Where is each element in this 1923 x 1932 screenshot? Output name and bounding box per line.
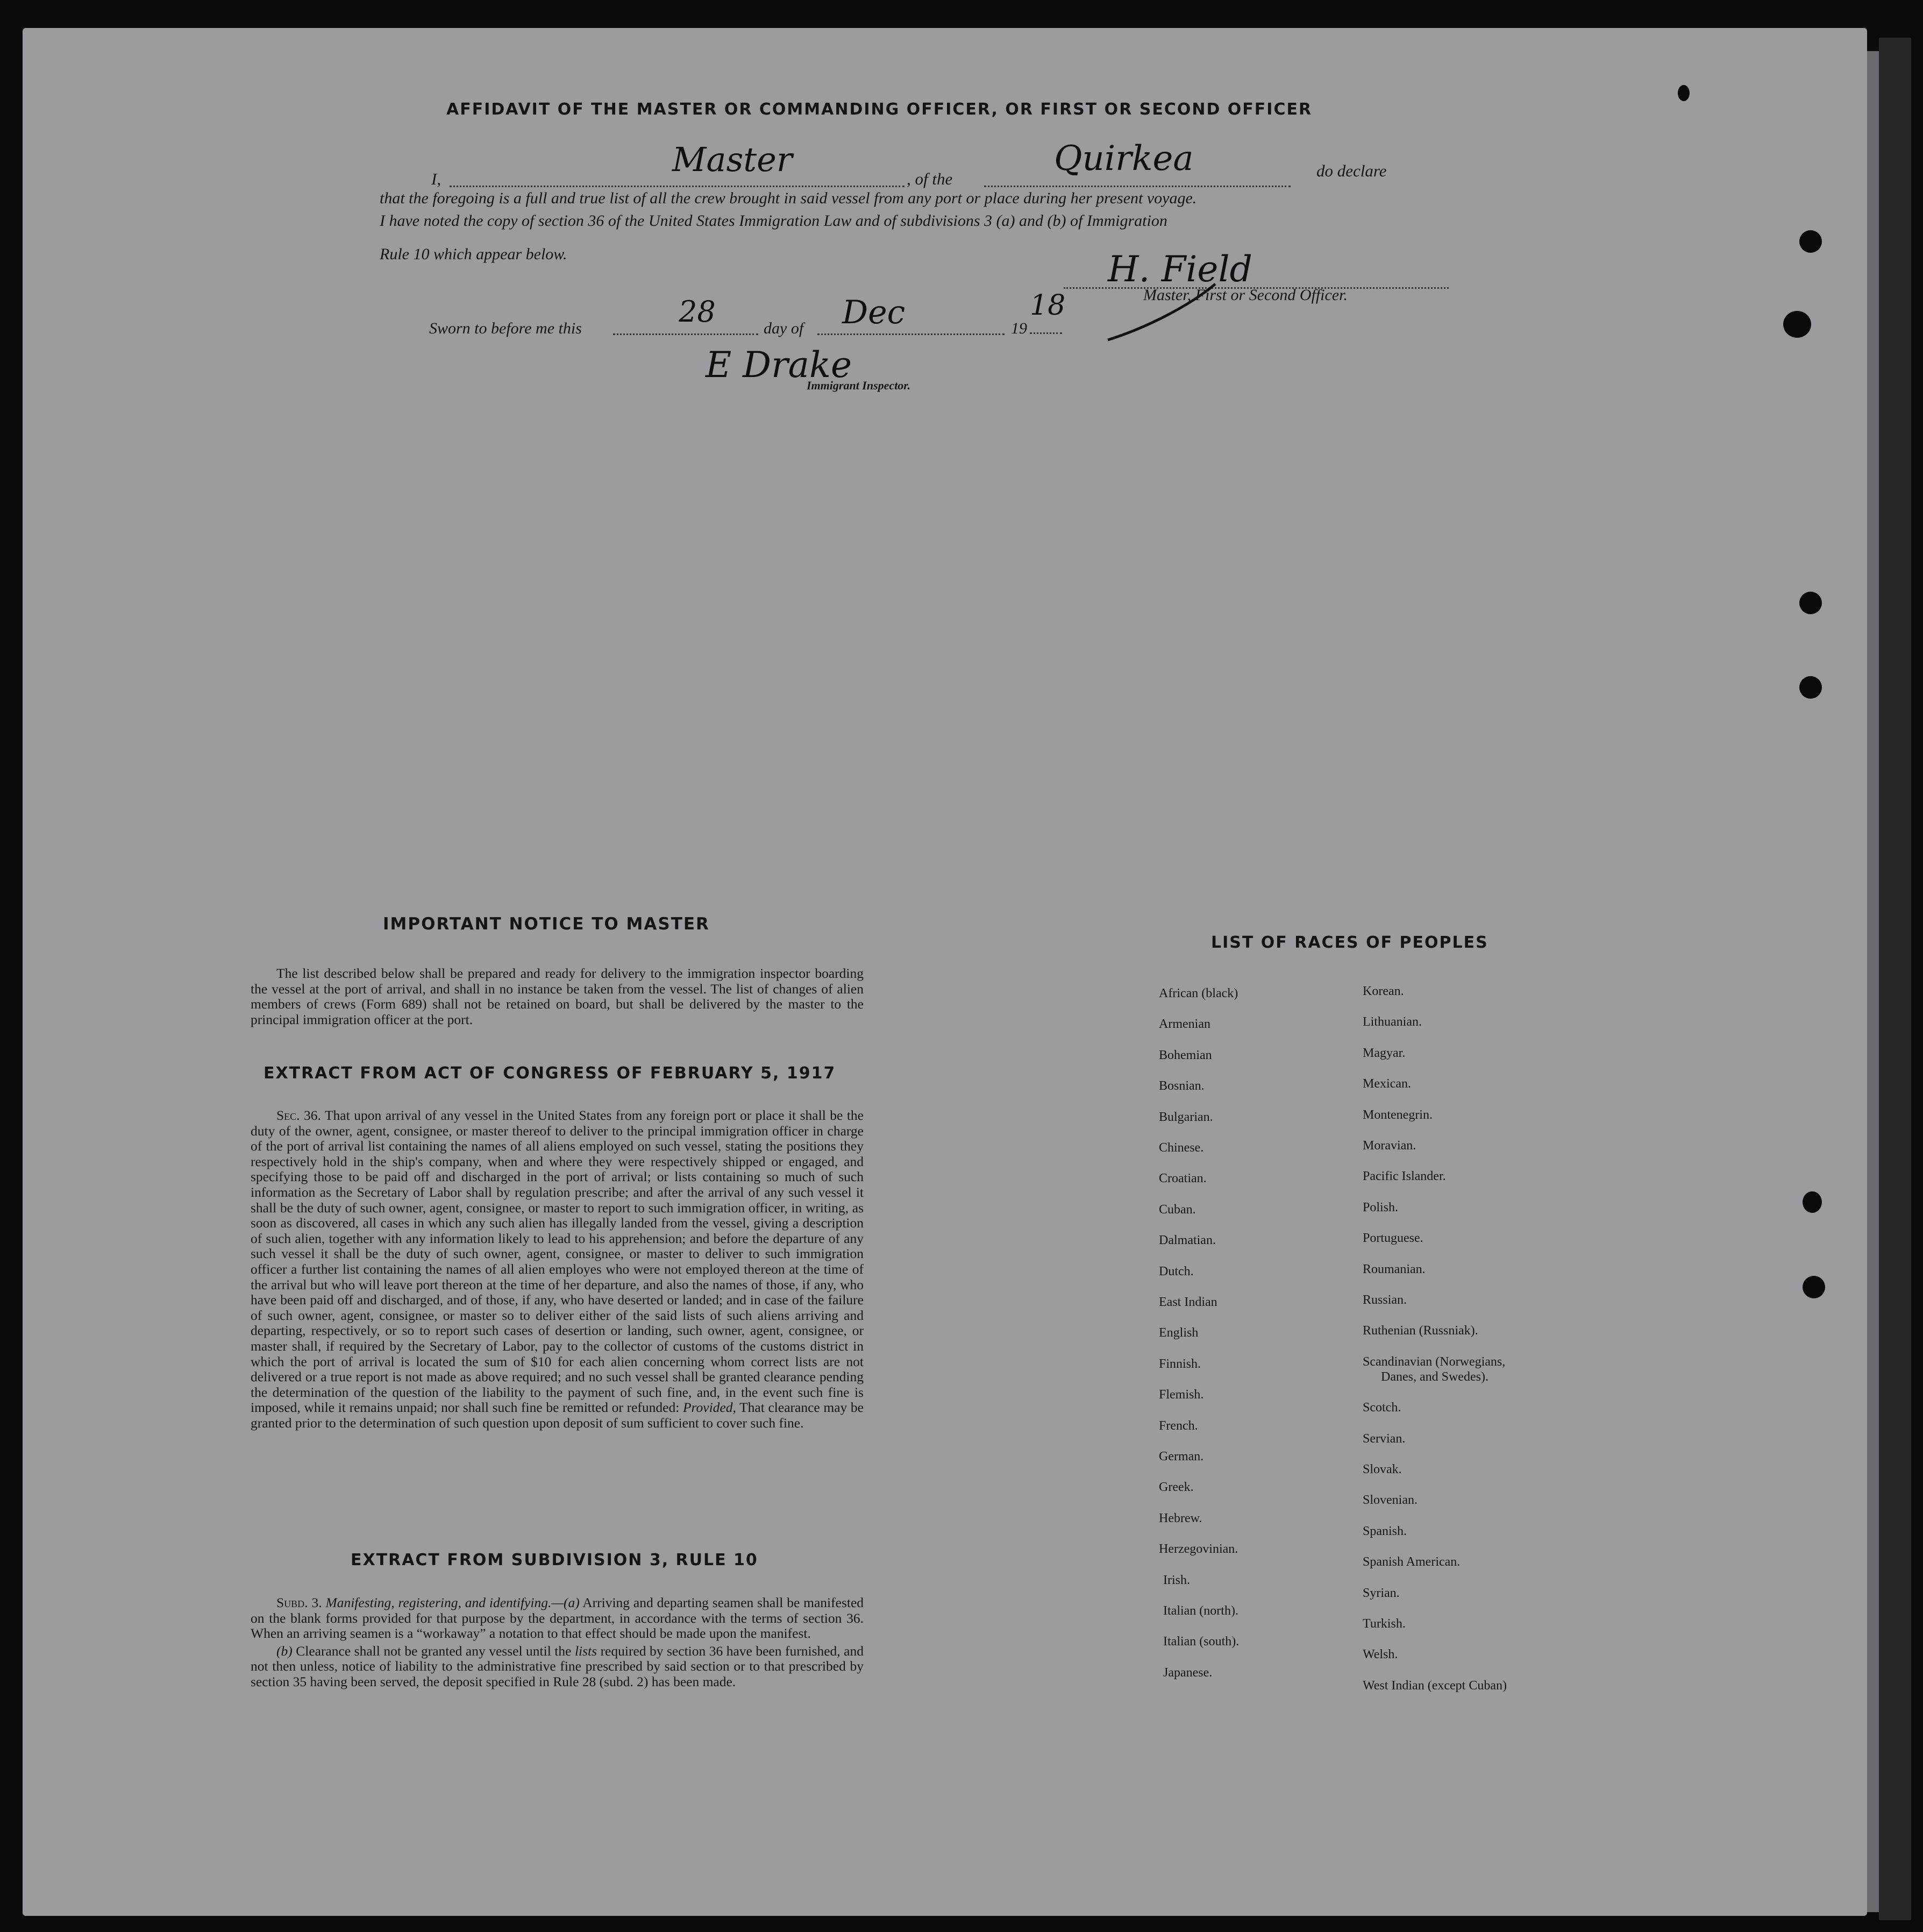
officer-signature: H. Field (1108, 248, 1252, 290)
notice-body (251, 966, 864, 1029)
subd-a-text: Arriving and departing seamen shall be manifested on the blank forms provided for that purpose by the department, in accordance with the terms of section 36. When an arriving seamen is a “workaway” a notation to that effect should be made upon the manifest. (251, 1595, 864, 1642)
race-item: Spanish American. (1363, 1555, 1461, 1569)
notice-title: IMPORTANT NOTICE TO MASTER (383, 914, 710, 934)
race-item: Welsh. (1363, 1647, 1398, 1661)
handwritten-day: 28 (679, 295, 716, 329)
race-item: Spanish. (1363, 1524, 1407, 1538)
race-item: Roumanian. (1363, 1262, 1426, 1276)
punch-hole (1783, 311, 1811, 338)
notice-paragraph: The list described below shall be prepared and ready for delivery to the immigration inspector boarding the vessel at the port of arrival, and shall in no instance be taken from the vessel. The list of changes of alien members of crews (Form 689) shall not be retained on board, but shall be delivered by the master to the principal immigration officer at the port. (251, 965, 864, 1027)
handwritten-year: 18 (1030, 289, 1066, 322)
race-item: Ruthenian (Russniak). (1363, 1324, 1478, 1338)
inspector-caption: Immigrant Inspector. (807, 379, 911, 392)
extract-act-body (251, 1108, 864, 1433)
sworn-year-prefix: 19 (1011, 319, 1027, 337)
month-line (817, 333, 1005, 335)
handwritten-month: Dec (842, 294, 906, 331)
affidavit-title: AFFIDAVIT OF THE MASTER OR COMMANDING OFFICER, OR FIRST OR SECOND OFFICER (446, 100, 1313, 119)
race-item: Dutch. (1159, 1265, 1194, 1278)
affidavit-prefix: I, (431, 169, 441, 188)
punch-hole (1799, 230, 1822, 253)
punch-hole (1803, 1191, 1822, 1213)
race-item: Montenegrin. (1363, 1108, 1433, 1122)
subd-heading: Manifesting, registering, and identifying.—(a) (325, 1595, 580, 1610)
officer-caption: Master, First or Second Officer. (1143, 286, 1348, 304)
subd-b-paragraph (251, 1644, 864, 1690)
race-item: East Indian (1159, 1295, 1217, 1309)
race-item: Moravian. (1363, 1139, 1416, 1153)
provided-label: Provided, (682, 1400, 736, 1416)
race-item: Scandinavian (Norwegians, (1363, 1355, 1506, 1369)
vessel-line (984, 186, 1291, 187)
punch-hole (1799, 676, 1822, 699)
affidavit-of-the: , of the (907, 169, 953, 188)
subd-b-lists: lists (574, 1643, 597, 1659)
race-item: Flemish. (1159, 1388, 1204, 1402)
extract-rule-body (251, 1595, 864, 1692)
race-item: Dalmatian. (1159, 1233, 1216, 1247)
race-item: West Indian (except Cuban) (1363, 1679, 1507, 1693)
handwritten-vessel: Quirkea (1054, 139, 1194, 179)
race-item: Turkish. (1363, 1617, 1406, 1631)
race-item: Mexican. (1363, 1077, 1411, 1091)
affidavit-declare: do declare (1316, 161, 1387, 180)
binding-strip (1879, 38, 1911, 1920)
page-edge (1867, 51, 1879, 1912)
races-title: LIST OF RACES OF PEOPLES (1211, 933, 1488, 952)
provided-text: That clearance may be granted prior to the determination of such question upon deposit of sum sufficient to cover such fine. (251, 1400, 864, 1431)
race-item: Syrian. (1363, 1586, 1400, 1600)
race-item: Finnish. (1159, 1357, 1201, 1371)
race-item: Croatian. (1159, 1171, 1207, 1185)
race-item: Servian. (1363, 1432, 1406, 1446)
inspector-signature: E Drake (706, 344, 852, 386)
year-line (1030, 332, 1062, 334)
affidavit-line-2: that the foregoing is a full and true list of all the crew brought in said vessel from any port or place during her present voyage. (380, 189, 1197, 207)
race-item: Chinese. (1159, 1141, 1204, 1155)
race-item: Armenian (1159, 1017, 1210, 1031)
race-item: Irish. (1163, 1573, 1190, 1587)
sworn-day-of: day of (764, 319, 804, 337)
race-item: Cuban. (1159, 1203, 1196, 1217)
race-item: Scotch. (1363, 1401, 1401, 1415)
race-item: Bulgarian. (1159, 1110, 1213, 1124)
ink-mark (1678, 85, 1690, 101)
race-item: Bosnian. (1159, 1079, 1205, 1093)
race-item: Japanese. (1163, 1666, 1213, 1680)
sworn-prefix: Sworn to before me this (429, 319, 582, 337)
race-item: Polish. (1363, 1201, 1399, 1214)
race-item: Magyar. (1363, 1046, 1406, 1060)
race-item: Bohemian (1159, 1048, 1212, 1062)
race-item: Korean. (1363, 984, 1404, 998)
race-item: Slovak. (1363, 1462, 1402, 1476)
day-line (613, 333, 758, 335)
race-item: Greek. (1159, 1480, 1194, 1494)
race-item: French. (1159, 1419, 1198, 1433)
handwritten-name: Master (672, 140, 793, 179)
race-item: Italian (south). (1163, 1635, 1240, 1649)
subd-a-paragraph (251, 1595, 864, 1642)
race-item: Slovenian. (1363, 1493, 1418, 1507)
sec-36-text: That upon arrival of any vessel in the United States from any foreign port or place it shall be the duty of the owner, agent, consignee, or master thereof to deliver to the principal immigration officer in charge of the port of arrival list containing the names of all aliens employed on such vessel, stating the positions they respectively hold in the ship's company, when and where they were respectively shipped or engaged, and specifying those to be paid off and discharged in the port of arrival; or lists containing so much of such information as the Secretary of Labor shall by regulation prescribe; and after the arrival of any such vessel it shall be the duty of such owner, agent, consignee, or master to report to such immigration officer, in writing, as soon as discovered, all cases in which any such alien has illegally landed from the vessel, giving a description of such alien, together with any information likely to lead to his apprehension; and before the departure of any such vessel it shall be the duty of such owner, agent, consignee, or master to deliver to such immigration officer a further list containing the names of all alien employes who were not employed thereon at the time of the arrival but who will leave port thereon at the time of her departure, and also the names of those, if any, who have been paid off and discharged, and of those, if any, who have deserted or landed; and in case of the failure of such owner, agent, consignee, or master so to deliver either of the said lists of such aliens arriving and departing, respectively, or so to report such cases of desertion or landing, such owner, agent, consignee, or master shall, if required by the Secretary of Labor, pay to the collector of customs of the customs district in which the port of arrival is located the sum of $10 for each alien concerning whom correct lists are not delivered or a true report is not made as above required; and no such vessel shall be granted clearance pending the determination of the question of the liability to the payment of such fine, and, in the event such fine is imposed, while it remains unpaid; nor shall such fine be remitted or refunded: (251, 1107, 864, 1416)
affidavit-line-4: Rule 10 which appear below. (380, 245, 567, 263)
punch-hole (1799, 592, 1822, 614)
race-item: Danes, and Swedes). (1381, 1370, 1488, 1384)
race-item: Russian. (1363, 1293, 1407, 1307)
race-item: Italian (north). (1163, 1604, 1238, 1618)
punch-hole (1803, 1276, 1825, 1298)
race-item: Lithuanian. (1363, 1015, 1422, 1029)
race-item: Herzegovinian. (1159, 1542, 1238, 1556)
name-line (450, 186, 904, 187)
race-item: African (black) (1159, 986, 1238, 1000)
affidavit-line-3: I have noted the copy of section 36 of the United States Immigration Law and of subdivisions 3 (a) and (b) of Immigration (380, 212, 1167, 230)
race-item: English (1159, 1326, 1199, 1340)
subd-b-text-2: required by section 36 have been furnished, and not then unless, notice of liability to the administrative fine prescribed by said section or to that prescribed by section 35 having been served, the deposit specified in Rule 28 (subd. 2) has been made. (251, 1643, 864, 1689)
subd-b-text-1: Clearance shall not be granted any vessel until the (296, 1643, 572, 1659)
race-item: German. (1159, 1450, 1204, 1464)
subd-b-label: (b) (276, 1643, 293, 1659)
section-36-paragraph (251, 1108, 864, 1431)
sec-label: Sec. 36. (276, 1107, 321, 1123)
race-item: Portuguese. (1363, 1231, 1423, 1245)
subd-label: Subd. 3. (276, 1595, 322, 1610)
extract-act-title: EXTRACT FROM ACT OF CONGRESS OF FEBRUARY 5, 1917 (263, 1064, 836, 1083)
race-item: Hebrew. (1159, 1511, 1202, 1525)
race-item: Pacific Islander. (1363, 1169, 1446, 1183)
extract-rule-title: EXTRACT FROM SUBDIVISION 3, RULE 10 (351, 1551, 758, 1569)
